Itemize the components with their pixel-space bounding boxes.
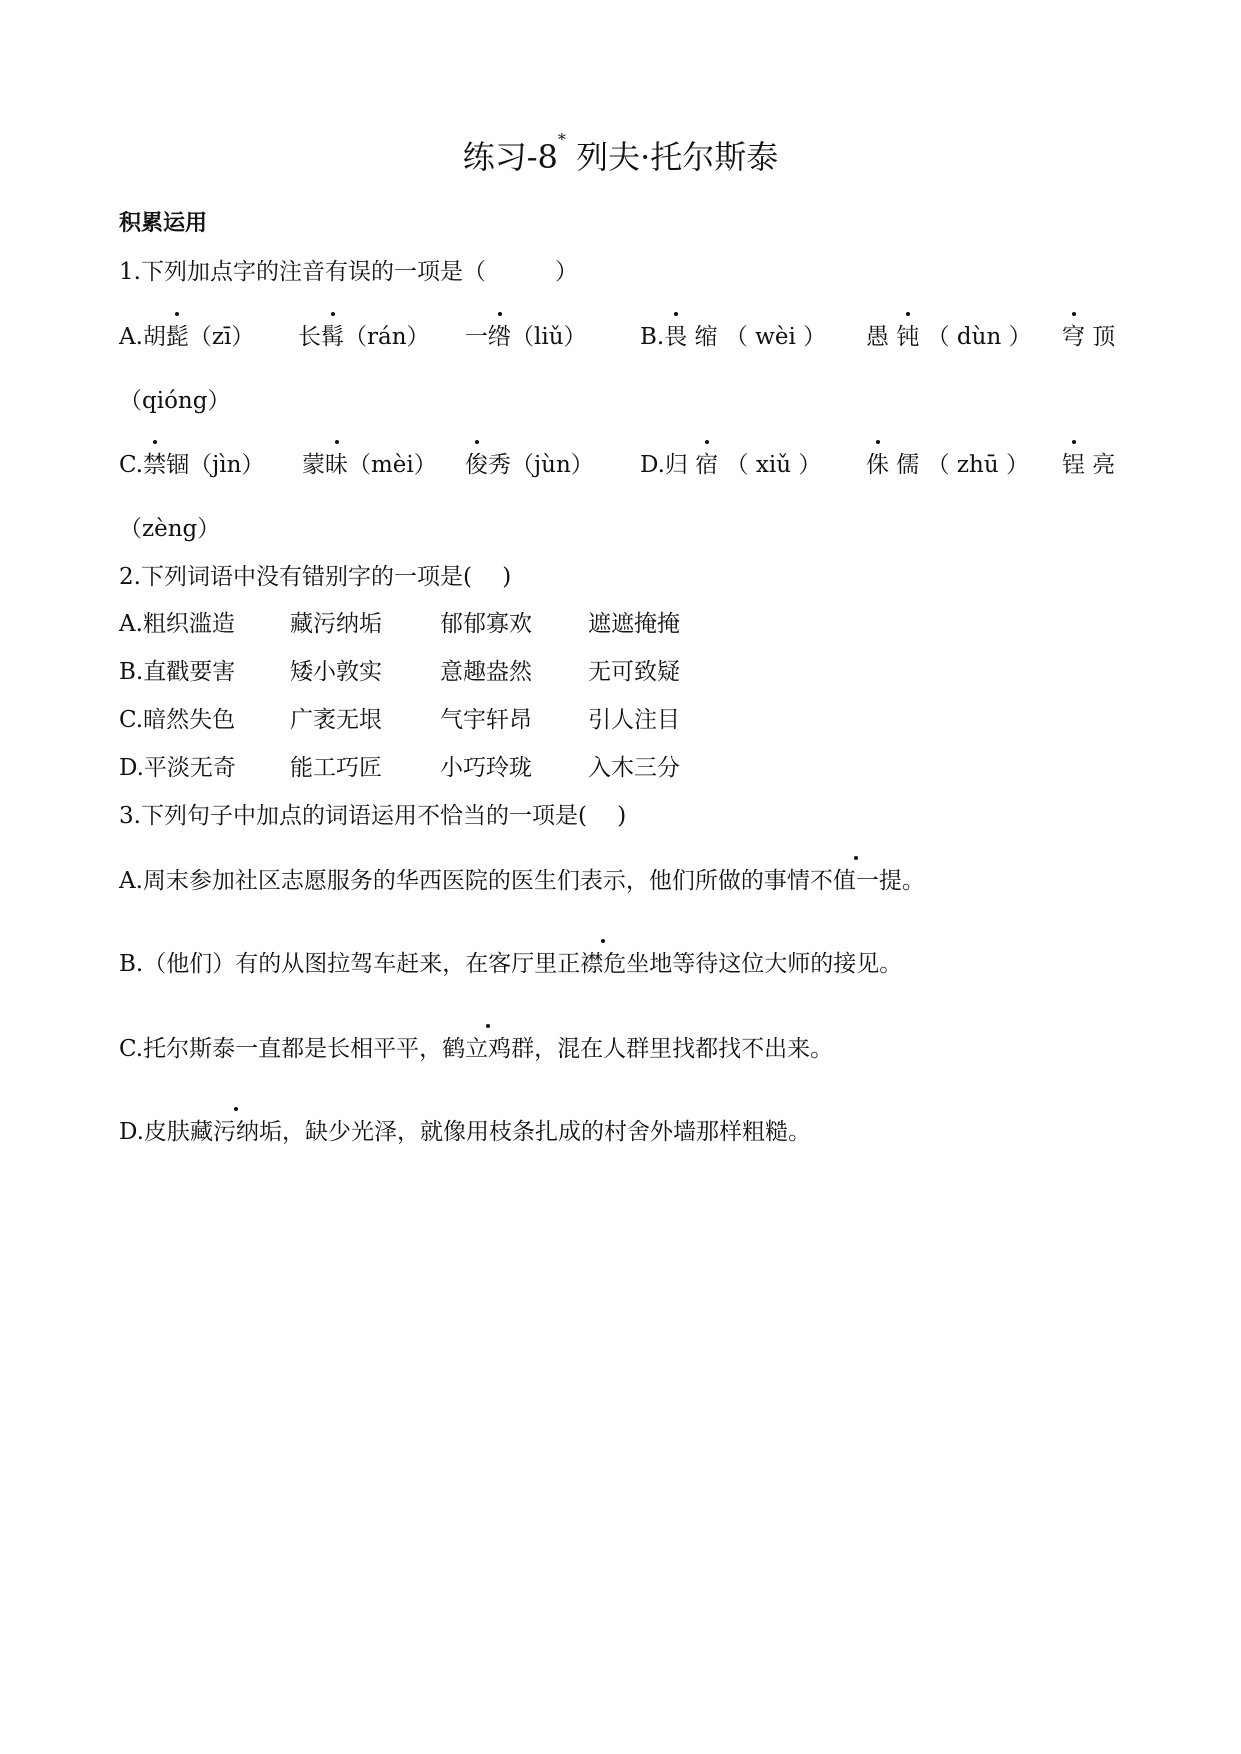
q1-choice-q1r1-1 [298,318,430,351]
q1-choice-dotted-char: 禁 [143,446,166,479]
q1-choice-q1r2-0 [119,446,264,479]
q1-choice-dotted-char: 宿 [695,446,718,479]
q1-choice-reading: （ dùn ） [919,324,1032,350]
q2-option-word: 意趣盎然 [440,659,532,685]
q1-choice-text: 蒙 [302,452,325,478]
q2-option-word: 引人注目 [588,707,680,733]
question-1-row-2-continuation: （zèng） [119,516,221,542]
q3-option-reading: ，缺少光泽，就像用枝条扎成的村舍外墙那样粗糙。 [281,1119,811,1145]
q3-option [119,945,902,978]
q1-choice-dotted-char: 俊 [465,446,488,479]
q3-option-dotted-char: 正襟危坐 [557,945,649,978]
q1-choice-text: 一 [465,324,488,350]
q1-choice-text: B. [640,324,665,350]
q1-choice-dotted-char: 锃 [1062,446,1085,479]
q1-choice-text: A.胡 [119,324,166,350]
q2-option-word: 藏污纳垢 [290,611,382,637]
q1-choice-dotted-char: 钝 [896,318,919,351]
q1-choice-reading: （rán） [344,324,430,350]
q1-choice-reading: 顶 [1085,324,1116,350]
q1-choice-reading: 秀（jùn） [488,452,594,478]
q2-option-word: 无可致疑 [588,659,680,685]
q1-choice-q1r1-2 [465,318,587,351]
question-1-stem: 1.下列加点字的注音有误的一项是（ ） [119,259,578,285]
section-heading: 积累运用 [119,211,208,236]
question-1-row-1-continuation: （qióng） [119,388,231,414]
q1-choice-reading: 缩 （ wèi ） [687,324,827,350]
page-title: 练习-8* 列夫·托尔斯泰 [462,130,779,176]
q3-option [119,1030,833,1063]
q1-choice-q1r2-1 [302,446,437,479]
q1-choice-dotted-char: 髯 [321,318,344,351]
q3-option-text: B.（他们）有的从图拉驾车赶来，在客厅里 [119,951,558,977]
q1-choice-text: D.归 [640,452,696,478]
q2-option-word: 气宇轩昂 [440,707,532,733]
q1-choice-q1r1-3 [640,318,826,351]
q1-choice-q1r1-5 [1062,318,1115,351]
question-2-stem: 2.下列词语中没有错别字的一项是( ) [119,564,512,590]
q3-option [119,1113,811,1146]
q2-option-word: A.粗织滥造 [119,611,235,637]
q3-option-dotted-char: 藏污纳垢 [190,1113,282,1146]
q1-choice-q1r1-4 [866,318,1032,351]
q3-option-text: C.托尔斯泰一直都是长相平平， [119,1036,443,1062]
q1-choice-reading: （zī） [188,324,255,350]
q1-choice-q1r2-2 [465,446,594,479]
q1-choice-reading: （ xiǔ ） [718,452,822,478]
q1-choice-reading: 锢（jìn） [166,452,265,478]
q1-choice-q1r1-0 [119,318,254,351]
q3-option [119,862,925,895]
q1-choice-dotted-char: 侏 [866,446,889,479]
q1-choice-reading: 儒 （ zhū ） [889,452,1029,478]
q2-option-word: 能工巧匠 [290,755,382,781]
q1-choice-reading: （mèi） [348,452,437,478]
q1-choice-text: C. [119,452,144,478]
q2-option-word: 郁郁寡欢 [440,611,532,637]
q1-choice-reading: 亮 [1085,452,1116,478]
q2-option-word: 遮遮掩掩 [588,611,680,637]
q1-choice-dotted-char: 穹 [1062,318,1085,351]
q3-option-text: D.皮肤 [119,1119,190,1145]
q2-option-word: B.直戳要害 [119,659,236,685]
q1-choice-reading: （liǔ） [511,324,587,350]
q1-choice-dotted-char: 畏 [664,318,687,351]
q1-choice-q1r2-3 [640,446,821,479]
q3-option-reading: 地等待这位大师的接见。 [649,951,903,977]
q2-option-word: 广袤无垠 [290,707,382,733]
q1-choice-dotted-char: 昧 [325,446,348,479]
q1-choice-q1r2-4 [866,446,1029,479]
q3-option-reading: ，混在人群里找都找不出来。 [534,1036,834,1062]
q2-option-word: C.暗然失色 [119,707,236,733]
q3-option-dotted-char: 不值一提 [810,862,902,895]
q2-option-word: D.平淡无奇 [119,755,236,781]
q2-option-word: 小巧玲珑 [440,755,532,781]
q2-option-word: 入木三分 [588,755,680,781]
q1-choice-q1r2-5 [1062,446,1115,479]
question-3-stem: 3.下列句子中加点的词语运用不恰当的一项是( ) [119,803,627,829]
q1-choice-dotted-char: 髭 [166,318,189,351]
q3-option-reading: 。 [901,868,925,894]
q3-option-dotted-char: 鹤立鸡群 [442,1030,534,1063]
q3-option-text: A.周末参加社区志愿服务的华西医院的医生们表示，他们所做的事情 [119,868,810,894]
q2-option-word: 矮小敦实 [290,659,382,685]
q1-choice-text: 愚 [866,324,897,350]
q1-choice-dotted-char: 绺 [488,318,511,351]
q1-choice-text: 长 [298,324,321,350]
